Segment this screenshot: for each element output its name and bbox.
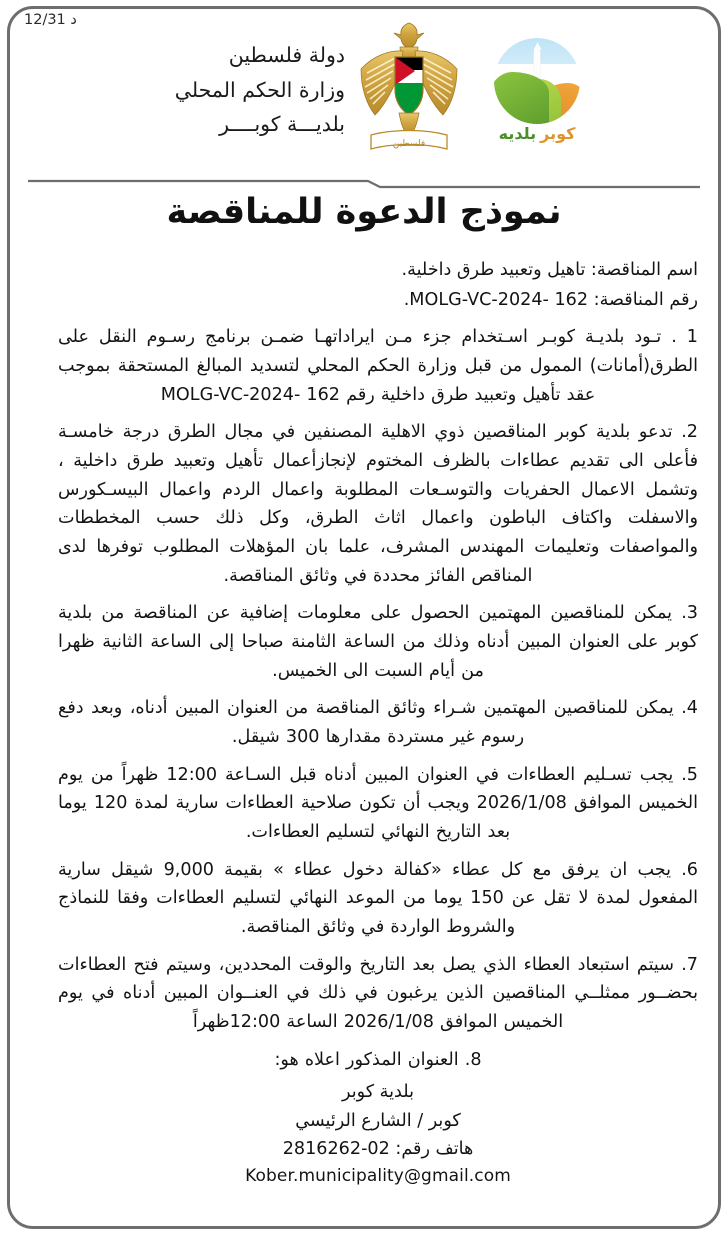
- tender-number-line: رقم المناقصة: 162 -MOLG-VC-2024.: [403, 289, 698, 310]
- kober-municipality-logo: [473, 10, 601, 170]
- clause-4: 4. يمكن للمناقصين المهتمين شـراء وثائق المناقصة من العنوان المبين أدناه، وبعد دفع رسوم غير مستردة مقدارها 300 شيقل.: [58, 698, 698, 748]
- clause-1: 1 . تـود بلديـة كوبـر اسـتخدام جزء مـن ايراداتهـا ضمـن برنامج رسـوم النقل على الطرق(أمانات) الممول من قبل وزارة الحكم المحلي لتسديد المبالغ المستحقة بموجب عقد تأهيل وتعبيد طرق داخلية رقم 162 -MOLG-VC-2024: [58, 327, 698, 405]
- contact-address-block: [58, 1078, 698, 1190]
- org-line-municipality: بلديـــة كوبــــر: [219, 112, 345, 137]
- document-body: [58, 256, 698, 1190]
- address-municipality: بلدية كوبر: [342, 1082, 414, 1103]
- clause-2: 2. تدعو بلدية كوبر المناقصين ذوي الاهلية المصنفين في مجال الطرق درجة خامسـة فأعلى الى تقديم عطاءات بالظرف المختوم لإنجازأعمال تأهيل وتعبيد طرق داخلية ، وتشمل الاعمال الحفريات والتوسـعات المطلوبة واعمال الردم واعمال البيسـكورس والاسفلت واكتاف الباطون واعمال اثاث الطرق، وكل ذلك حسب المخططات والمواصفات وتعليمات المهندس المشرف، علما بان المؤهلات المطلوب توفرها لدى المناقص الفائز محددة في وثائق المناقصة.: [58, 422, 698, 586]
- logo-caption: [499, 126, 576, 142]
- org-line-state: دولة فلسطين: [228, 42, 345, 67]
- corner-stamp: د 12/31: [24, 12, 77, 28]
- tender-name-line: اسم المناقصة: تاهيل وتعبيد طرق داخلية.: [401, 260, 698, 280]
- address-street: كوبر / الشارع الرئيسي: [295, 1110, 461, 1131]
- organization-heading: [10, 38, 345, 143]
- logo-caption-word-baladiya: بلديه: [498, 124, 537, 143]
- address-email: Kober.municipality@gmail.com: [245, 1165, 511, 1186]
- clause-3: 3. يمكن للمناقصين المهتمين الحصول على معلومات إضافية عن المناقصة من بلدية كوبر على العنوان المبين أدناه وذلك من الساعة الثامنة صباحا إلى الساعة الثانية ظهرا من أيام السبت الى الخميس.: [58, 603, 698, 681]
- emblem-scroll-text: فلسطين: [392, 139, 426, 149]
- logo-caption-word-kober: كوبر: [540, 124, 576, 143]
- org-line-ministry: وزارة الحكم المحلي: [174, 77, 345, 102]
- clause-5: 5. يجب تسـليم العطاءات في العنوان المبين أدناه قبل السـاعة 12:00 ظهراً من يوم الخميس الموافق 2026/1/08 ويجب أن تكون صلاحية العطاءات سارية لمدة 120 يوما بعد التاريخ النهائي لتسليم العطاءات.: [58, 764, 698, 843]
- logo-field-green: [494, 72, 549, 124]
- document-header: [10, 10, 718, 170]
- header-divider: [28, 175, 700, 187]
- clause-6: 6. يجب ان يرفق مع كل عطاء «كفالة دخول عطاء » بقيمة 9,000 شيقل سارية المفعول لمدة لا تقل عن 150 يوما من الموعد النهائي لتسليم العطاءات وفقا للنماذج والشروط الواردة في وثائق المناقصة.: [58, 859, 698, 938]
- page-title: نموذج الدعوة للمناقصة: [166, 192, 562, 232]
- address-phone: هاتف رقم: 02-2816262: [282, 1138, 474, 1159]
- clause-8: 8. العنوان المذكور اعلاه هو:: [274, 1049, 482, 1070]
- palestine-eagle-emblem: [345, 10, 473, 170]
- clause-7: 7. سيتم استبعاد العطاء الذي يصل بعد التاريخ والوقت المحددين، وسيتم فتح العطاءات بحضــور ممثلــي المناقصين الذين يرغبون في ذلك في العنــوان المبين أدناه في يوم الخميس الموافق 2026/1/08 الساعة 12:00ظهراً: [58, 954, 698, 1033]
- logo-landscape-circle: [494, 38, 580, 124]
